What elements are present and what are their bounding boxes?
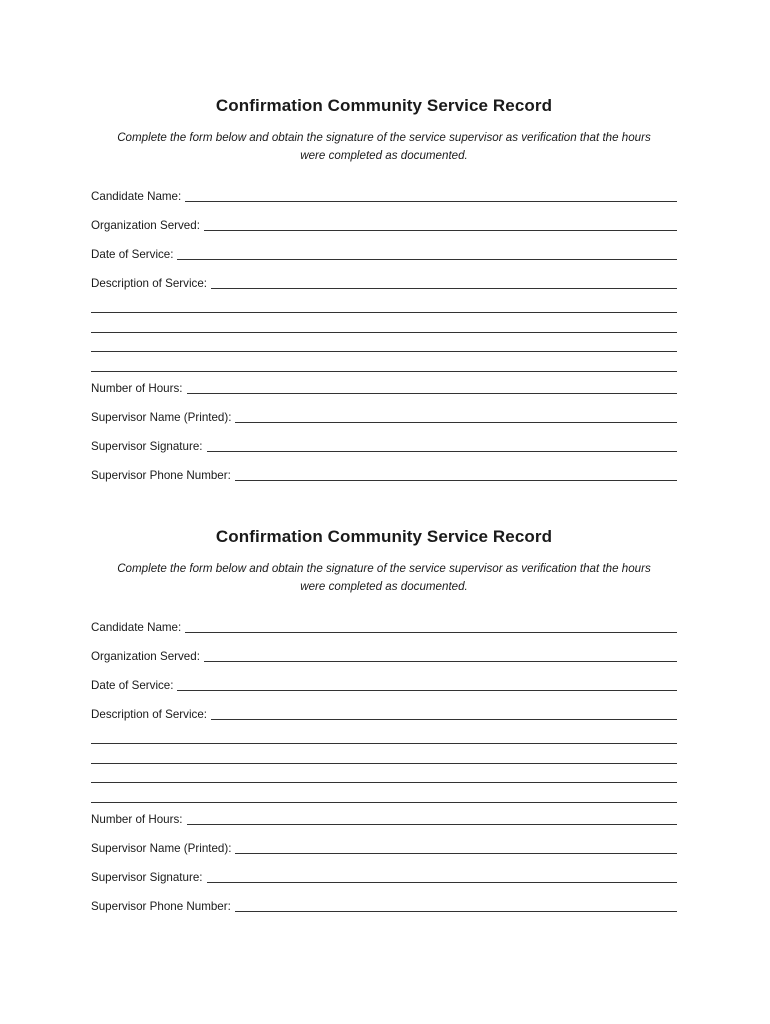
date-of-service-field[interactable] [91, 665, 677, 694]
description-of-service-label: Description of Service: [91, 708, 207, 721]
instructions-line-1: Complete the form below and obtain the signature of the service supervisor as verification that the hours [117, 562, 651, 575]
supervisor-name-field[interactable] [91, 397, 677, 426]
supervisor-name-line[interactable] [235, 421, 677, 423]
supervisor-signature-field[interactable] [91, 426, 677, 455]
description-extra-line[interactable] [91, 292, 677, 313]
candidate-name-label: Candidate Name: [91, 190, 182, 203]
organization-served-label: Organization Served: [91, 219, 200, 232]
service-record-form-1 [91, 95, 677, 484]
number-of-hours-field[interactable] [91, 803, 677, 828]
supervisor-signature-line[interactable] [207, 450, 678, 452]
description-of-service-line[interactable] [211, 287, 677, 289]
instructions-line-1: Complete the form below and obtain the signature of the service supervisor as verification that the hours [117, 131, 651, 144]
candidate-name-label: Candidate Name: [91, 621, 182, 634]
date-of-service-line[interactable] [177, 689, 677, 691]
organization-served-field[interactable] [91, 205, 677, 234]
description-of-service-field[interactable] [91, 694, 677, 723]
description-extra-line[interactable] [91, 333, 677, 353]
supervisor-phone-label: Supervisor Phone Number: [91, 468, 231, 482]
organization-served-field[interactable] [91, 636, 677, 665]
form-instructions [91, 129, 677, 165]
number-of-hours-label: Number of Hours: [91, 812, 183, 826]
form-instructions [91, 560, 677, 596]
supervisor-signature-label: Supervisor Signature: [91, 870, 203, 884]
organization-served-line[interactable] [204, 229, 677, 231]
organization-served-label: Organization Served: [91, 650, 200, 663]
supervisor-name-line[interactable] [235, 852, 677, 854]
candidate-name-line[interactable] [185, 200, 677, 202]
number-of-hours-line[interactable] [187, 392, 678, 394]
service-record-form-2 [91, 526, 677, 915]
number-of-hours-label: Number of Hours: [91, 381, 183, 395]
supervisor-phone-line[interactable] [235, 910, 677, 912]
date-of-service-label: Date of Service: [91, 679, 174, 692]
candidate-name-field[interactable] [91, 607, 677, 636]
candidate-name-line[interactable] [185, 631, 677, 633]
description-of-service-label: Description of Service: [91, 277, 207, 290]
description-of-service-line[interactable] [211, 718, 677, 720]
number-of-hours-line[interactable] [187, 823, 678, 825]
description-of-service-field[interactable] [91, 263, 677, 292]
instructions-line-2: were completed as documented. [300, 580, 468, 593]
description-extra-line[interactable] [91, 764, 677, 784]
supervisor-phone-line[interactable] [235, 479, 677, 481]
date-of-service-field[interactable] [91, 234, 677, 263]
organization-served-line[interactable] [204, 660, 677, 662]
date-of-service-label: Date of Service: [91, 248, 174, 261]
description-extra-line[interactable] [91, 744, 677, 764]
supervisor-phone-field[interactable] [91, 886, 677, 915]
description-extra-line[interactable] [91, 352, 677, 372]
supervisor-signature-label: Supervisor Signature: [91, 439, 203, 453]
form-title: Confirmation Community Service Record [215, 527, 553, 546]
supervisor-name-label: Supervisor Name (Printed): [91, 410, 232, 424]
form-fields [91, 607, 677, 915]
description-extra-line[interactable] [91, 723, 677, 744]
supervisor-name-field[interactable] [91, 828, 677, 857]
description-extra-line[interactable] [91, 783, 677, 803]
supervisor-name-label: Supervisor Name (Printed): [91, 841, 232, 855]
form-title: Confirmation Community Service Record [215, 96, 553, 115]
instructions-line-2: were completed as documented. [300, 149, 468, 162]
supervisor-signature-line[interactable] [207, 881, 678, 883]
supervisor-phone-field[interactable] [91, 455, 677, 484]
candidate-name-field[interactable] [91, 176, 677, 205]
supervisor-phone-label: Supervisor Phone Number: [91, 899, 231, 913]
date-of-service-line[interactable] [177, 258, 677, 260]
supervisor-signature-field[interactable] [91, 857, 677, 886]
number-of-hours-field[interactable] [91, 372, 677, 397]
form-fields [91, 176, 677, 484]
description-extra-line[interactable] [91, 313, 677, 333]
